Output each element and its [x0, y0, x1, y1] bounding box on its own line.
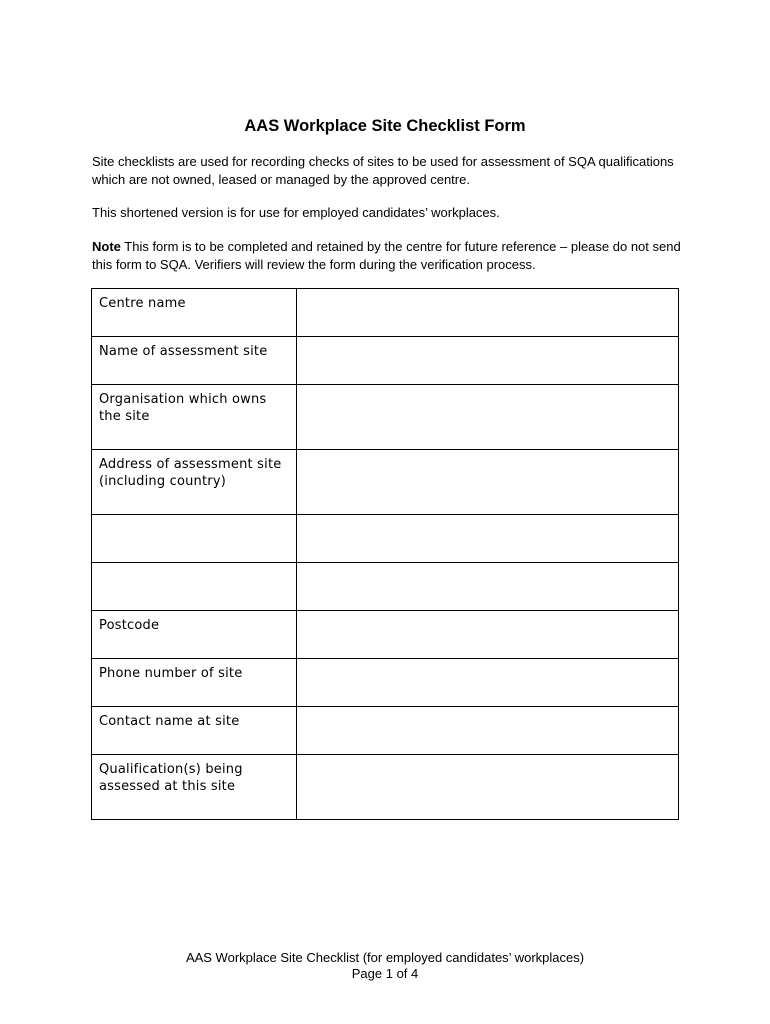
qualifications-field[interactable]: [297, 755, 679, 820]
address-line-2-field[interactable]: [297, 515, 679, 563]
phone-number-label: Phone number of site: [92, 659, 297, 707]
page-number: Page 1 of 4: [351, 966, 419, 981]
contact-name-label: Contact name at site: [92, 707, 297, 755]
owning-organisation-label: Organisation which owns the site: [92, 385, 297, 450]
owning-organisation-field[interactable]: [297, 385, 679, 450]
site-address-label: Address of assessment site (including country): [92, 450, 297, 515]
assessment-site-name-label: Name of assessment site: [92, 337, 297, 385]
centre-name-label: Centre name: [92, 289, 297, 337]
postcode-field[interactable]: [297, 611, 679, 659]
table-row: [92, 385, 679, 450]
site-address-field[interactable]: [297, 450, 679, 515]
address-line-3-label: [92, 563, 297, 611]
footer-document-title: AAS Workplace Site Checklist (for employed candidates’ workplaces): [185, 950, 585, 965]
postcode-label: Postcode: [92, 611, 297, 659]
table-row: [92, 289, 679, 337]
page-title: AAS Workplace Site Checklist Form: [244, 117, 526, 135]
shortened-version-paragraph: This shortened version is for use for employed candidates’ workplaces.: [92, 205, 500, 220]
note-text: This form is to be completed and retained by the centre for future reference – please do not send this form to SQA. Verifiers will review the form during the verification process.: [92, 239, 681, 272]
note-label: Note: [92, 239, 121, 254]
table-row: [92, 515, 679, 563]
note-paragraph: [92, 238, 692, 274]
table-row: [92, 755, 679, 820]
table-row: [92, 659, 679, 707]
table-row: [92, 337, 679, 385]
table-row: [92, 450, 679, 515]
phone-number-field[interactable]: [297, 659, 679, 707]
contact-name-field[interactable]: [297, 707, 679, 755]
address-line-3-field[interactable]: [297, 563, 679, 611]
intro-paragraph: Site checklists are used for recording checks of sites to be used for assessment of SQA qualifications which are not owned, leased or managed by the approved centre.: [92, 154, 674, 187]
table-row: [92, 611, 679, 659]
assessment-site-name-field[interactable]: [297, 337, 679, 385]
site-details-table: [91, 288, 679, 820]
table-row: [92, 707, 679, 755]
centre-name-field[interactable]: [297, 289, 679, 337]
table-row: [92, 563, 679, 611]
address-line-2-label: [92, 515, 297, 563]
qualifications-label: Qualification(s) being assessed at this site: [92, 755, 297, 820]
